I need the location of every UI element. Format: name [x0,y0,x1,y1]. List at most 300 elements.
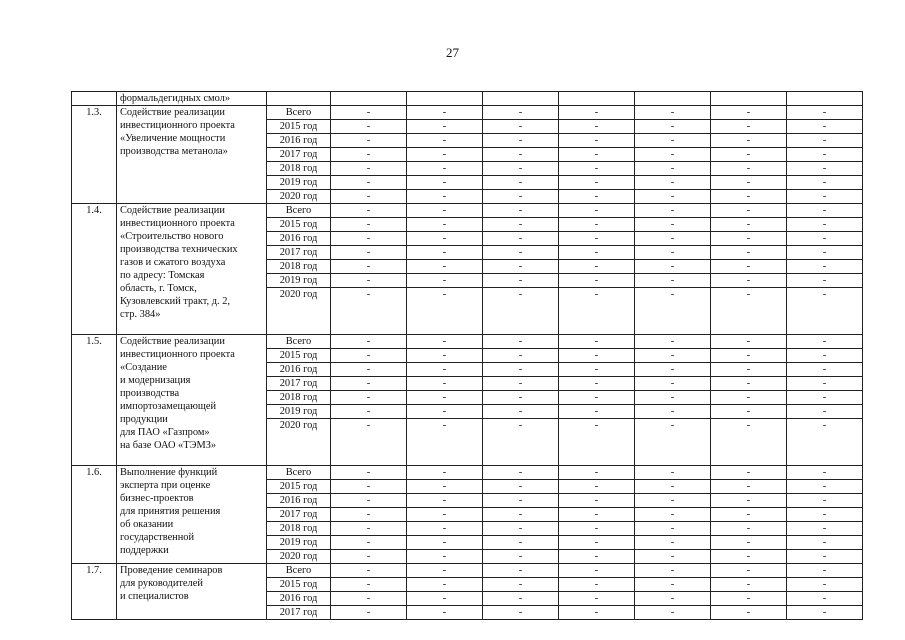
measure-name-line: Содействие реализации [120,107,225,118]
value-cell: - [407,606,483,620]
value-cell: - [635,508,711,522]
value-cell: - [331,246,407,260]
measure-name-line: «Создание [120,362,167,373]
value-cell: - [331,176,407,190]
value-cell: - [559,536,635,550]
value-cell: - [407,134,483,148]
measure-name-line: Выполнение функций [120,467,218,478]
value-cell: - [483,391,559,405]
year-label: 2019 год [267,274,331,288]
value-cell: - [711,288,787,335]
value-cell: - [407,148,483,162]
value-cell [711,92,787,106]
value-cell: - [711,349,787,363]
total-label: Всего [267,204,331,218]
value-cell: - [407,550,483,564]
year-label: 2017 год [267,377,331,391]
total-label: Всего [267,564,331,578]
measure-name-line: по адресу: Томская [120,270,205,281]
value-cell: - [407,218,483,232]
value-cell: - [331,218,407,232]
value-cell: - [635,522,711,536]
measure-name-line: для принятия решения [120,506,221,517]
row-number-cell: 1.6. [72,466,117,564]
value-cell: - [483,550,559,564]
year-label: 2020 год [267,419,331,466]
value-cell: - [711,335,787,349]
value-cell: - [331,274,407,288]
value-cell: - [711,536,787,550]
value-cell: - [331,377,407,391]
value-cell: - [483,120,559,134]
value-cell: - [787,494,863,508]
value-cell: - [635,134,711,148]
value-cell: - [711,466,787,480]
value-cell [635,92,711,106]
value-cell: - [331,106,407,120]
value-cell: - [407,120,483,134]
year-label: 2020 год [267,288,331,335]
value-cell: - [635,363,711,377]
value-cell: - [331,578,407,592]
value-cell: - [787,550,863,564]
value-cell: - [559,134,635,148]
year-label: 2015 год [267,480,331,494]
value-cell: - [787,162,863,176]
value-cell: - [483,204,559,218]
table-row [72,335,863,349]
measure-name-line: и модернизация [120,375,191,386]
value-cell: - [559,508,635,522]
value-cell: - [407,508,483,522]
year-label: 2015 год [267,578,331,592]
value-cell: - [711,592,787,606]
value-cell: - [635,349,711,363]
value-cell: - [331,349,407,363]
measure-name-line: эксперта при оценке [120,480,211,491]
measure-name-line: и специалистов [120,591,189,602]
value-cell: - [635,246,711,260]
value-cell: - [331,405,407,419]
year-label: 2016 год [267,494,331,508]
value-cell: - [331,606,407,620]
value-cell: - [711,106,787,120]
value-cell: - [787,480,863,494]
year-label: 2019 год [267,536,331,550]
value-cell: - [331,466,407,480]
value-cell: - [331,260,407,274]
value-cell: - [559,176,635,190]
measure-name-line: бизнес-проектов [120,493,194,504]
measure-name-line: для ПАО «Газпром» [120,427,210,438]
value-cell: - [483,288,559,335]
value-cell: - [711,190,787,204]
row-number-cell: 1.5. [72,335,117,466]
year-label: 2018 год [267,260,331,274]
value-cell: - [483,480,559,494]
value-cell: - [483,176,559,190]
value-cell: - [559,148,635,162]
value-cell: - [331,480,407,494]
measure-name-line: Содействие реализации [120,336,225,347]
value-cell: - [483,405,559,419]
page-number: 27 [446,45,459,60]
value-cell: - [559,466,635,480]
value-cell: - [711,204,787,218]
value-cell: - [407,349,483,363]
value-cell: - [483,218,559,232]
value-cell: - [635,176,711,190]
value-cell: - [559,494,635,508]
value-cell: - [331,162,407,176]
value-cell: - [483,148,559,162]
measure-name-cell [117,335,267,466]
value-cell: - [331,494,407,508]
value-cell: - [559,204,635,218]
value-cell: - [483,592,559,606]
value-cell: - [787,592,863,606]
value-cell: - [787,391,863,405]
value-cell: - [711,550,787,564]
value-cell: - [407,405,483,419]
value-cell: - [711,218,787,232]
value-cell: - [407,578,483,592]
value-cell: - [635,564,711,578]
year-label: 2015 год [267,349,331,363]
measure-name-line: Содействие реализации [120,205,225,216]
value-cell: - [559,606,635,620]
value-cell: - [559,405,635,419]
value-cell: - [407,522,483,536]
value-cell: - [635,120,711,134]
value-cell: - [787,578,863,592]
table-row [72,92,863,106]
total-label: Всего [267,335,331,349]
row-number-cell [72,92,117,106]
row-number-cell: 1.3. [72,106,117,204]
value-cell: - [483,349,559,363]
measure-name-line: производства [120,388,180,399]
measure-name-line: инвестиционного проекта [120,120,235,131]
value-cell: - [331,522,407,536]
value-cell: - [331,232,407,246]
measure-name-line: государственной [120,532,195,543]
value-cell: - [483,335,559,349]
value-cell: - [407,274,483,288]
value-cell: - [711,363,787,377]
value-cell: - [483,190,559,204]
value-cell: - [331,335,407,349]
year-label: 2015 год [267,218,331,232]
value-cell: - [407,466,483,480]
value-cell: - [483,363,559,377]
value-cell: - [483,508,559,522]
value-cell: - [483,564,559,578]
measure-name-cell [117,564,267,620]
value-cell: - [559,106,635,120]
value-cell: - [331,550,407,564]
value-cell: - [559,578,635,592]
value-cell: - [711,134,787,148]
program-table [71,91,863,620]
table-row [72,204,863,218]
value-cell: - [635,578,711,592]
year-label: 2017 год [267,606,331,620]
value-cell: - [483,162,559,176]
value-cell: - [559,162,635,176]
value-cell: - [635,288,711,335]
value-cell: - [711,419,787,466]
value-cell: - [711,260,787,274]
value-cell: - [559,550,635,564]
value-cell: - [331,363,407,377]
value-cell: - [407,204,483,218]
value-cell: - [635,204,711,218]
measure-name-line: область, г. Томск, [120,283,197,294]
value-cell: - [407,162,483,176]
value-cell: - [635,162,711,176]
value-cell: - [635,536,711,550]
total-label: Всего [267,106,331,120]
value-cell: - [787,349,863,363]
value-cell: - [635,419,711,466]
value-cell: - [331,204,407,218]
value-cell: - [635,494,711,508]
value-cell: - [331,148,407,162]
measure-name-line: инвестиционного проекта [120,218,235,229]
value-cell: - [635,606,711,620]
value-cell: - [559,120,635,134]
value-cell: - [787,564,863,578]
value-cell: - [711,232,787,246]
value-cell: - [559,349,635,363]
value-cell: - [483,246,559,260]
value-cell: - [787,288,863,335]
measure-name-line: поддержки [120,545,169,556]
value-cell: - [787,260,863,274]
value-cell: - [787,466,863,480]
year-label: 2015 год [267,120,331,134]
value-cell: - [407,232,483,246]
value-cell: - [483,106,559,120]
measure-name-line: «Строительство нового [120,231,224,242]
value-cell [559,92,635,106]
value-cell: - [787,218,863,232]
year-label: 2016 год [267,134,331,148]
value-cell: - [787,106,863,120]
value-cell: - [483,274,559,288]
value-cell: - [787,204,863,218]
value-cell: - [407,377,483,391]
value-cell: - [407,536,483,550]
value-cell: - [711,578,787,592]
measure-name-line: газов и сжатого воздуха [120,257,226,268]
value-cell: - [711,176,787,190]
total-label: Всего [267,466,331,480]
value-cell: - [787,363,863,377]
value-cell: - [483,578,559,592]
value-cell: - [635,148,711,162]
value-cell: - [635,592,711,606]
value-cell: - [483,536,559,550]
value-cell: - [559,274,635,288]
value-cell: - [711,564,787,578]
value-cell: - [483,522,559,536]
value-cell: - [787,274,863,288]
measure-name-line: для руководителей [120,578,203,589]
year-label: 2019 год [267,176,331,190]
value-cell: - [787,232,863,246]
value-cell: - [711,494,787,508]
value-cell: - [635,190,711,204]
value-cell: - [787,335,863,349]
value-cell: - [711,522,787,536]
value-cell: - [407,106,483,120]
value-cell: - [483,134,559,148]
value-cell: - [559,480,635,494]
value-cell: - [559,246,635,260]
table-row [72,564,863,578]
value-cell: - [635,218,711,232]
value-cell: - [483,466,559,480]
value-cell: - [407,564,483,578]
value-cell: - [483,419,559,466]
value-cell: - [331,190,407,204]
row-number-cell: 1.7. [72,564,117,620]
value-cell: - [635,106,711,120]
value-cell: - [711,606,787,620]
year-label: 2017 год [267,246,331,260]
value-cell: - [711,391,787,405]
value-cell: - [407,480,483,494]
value-cell: - [407,288,483,335]
value-cell: - [407,363,483,377]
value-cell: - [711,120,787,134]
value-cell: - [635,480,711,494]
value-cell: - [711,480,787,494]
measure-name-line: стр. 384» [120,309,161,320]
value-cell: - [559,363,635,377]
value-cell: - [407,176,483,190]
value-cell: - [331,564,407,578]
value-cell: - [711,246,787,260]
value-cell: - [407,419,483,466]
value-cell: - [407,494,483,508]
value-cell: - [787,508,863,522]
value-cell: - [407,391,483,405]
value-cell: - [331,134,407,148]
measure-name-cell [117,204,267,335]
value-cell [331,92,407,106]
row-number-cell: 1.4. [72,204,117,335]
value-cell: - [483,606,559,620]
value-cell: - [711,377,787,391]
measure-name-cell: формальдегидных смол» [117,92,267,106]
value-cell: - [331,120,407,134]
value-cell: - [331,288,407,335]
year-label: 2018 год [267,162,331,176]
value-cell: - [331,419,407,466]
value-cell: - [787,536,863,550]
value-cell: - [635,550,711,564]
measure-name-line: продукции [120,414,168,425]
year-label: 2018 год [267,391,331,405]
measure-name-cell [117,106,267,204]
value-cell [407,92,483,106]
value-cell: - [407,190,483,204]
value-cell [787,92,863,106]
value-cell: - [559,218,635,232]
measure-name-line: Кузовлевский тракт, д. 2, [120,296,230,307]
value-cell: - [559,377,635,391]
value-cell: - [787,176,863,190]
year-label: 2017 год [267,148,331,162]
value-cell: - [559,260,635,274]
value-cell: - [331,508,407,522]
value-cell: - [559,232,635,246]
value-cell: - [787,120,863,134]
value-cell: - [787,246,863,260]
value-cell: - [787,419,863,466]
year-label: 2016 год [267,363,331,377]
value-cell: - [559,522,635,536]
measure-name-cell [117,466,267,564]
table-row [72,106,863,120]
measure-name-line: Проведение семинаров [120,565,223,576]
value-cell: - [407,260,483,274]
value-cell: - [787,148,863,162]
value-cell: - [483,260,559,274]
value-cell: - [559,288,635,335]
value-cell: - [711,405,787,419]
value-cell: - [711,162,787,176]
value-cell: - [787,377,863,391]
value-cell: - [635,274,711,288]
measure-name-line: об оказании [120,519,174,530]
value-cell: - [559,335,635,349]
value-cell: - [787,522,863,536]
value-cell: - [483,494,559,508]
measure-name-line: инвестиционного проекта [120,349,235,360]
measure-name-line: «Увеличение мощности [120,133,226,144]
year-label: 2016 год [267,592,331,606]
value-cell: - [331,536,407,550]
value-cell: - [635,260,711,274]
measure-name-line: производства метанола» [120,146,228,157]
year-cell [267,92,331,106]
value-cell: - [559,419,635,466]
value-cell: - [559,592,635,606]
measure-name-line: импортозамещающей [120,401,217,412]
measure-name-line: производства технических [120,244,238,255]
year-label: 2017 год [267,508,331,522]
value-cell: - [635,377,711,391]
year-label: 2020 год [267,550,331,564]
value-cell: - [331,391,407,405]
value-cell: - [483,232,559,246]
table-row [72,466,863,480]
year-label: 2016 год [267,232,331,246]
value-cell: - [787,405,863,419]
value-cell: - [635,232,711,246]
value-cell: - [711,148,787,162]
value-cell: - [407,335,483,349]
value-cell: - [559,564,635,578]
year-label: 2020 год [267,190,331,204]
measure-name-line: на базе ОАО «ТЭМЗ» [120,440,217,451]
value-cell: - [787,190,863,204]
value-cell: - [635,391,711,405]
